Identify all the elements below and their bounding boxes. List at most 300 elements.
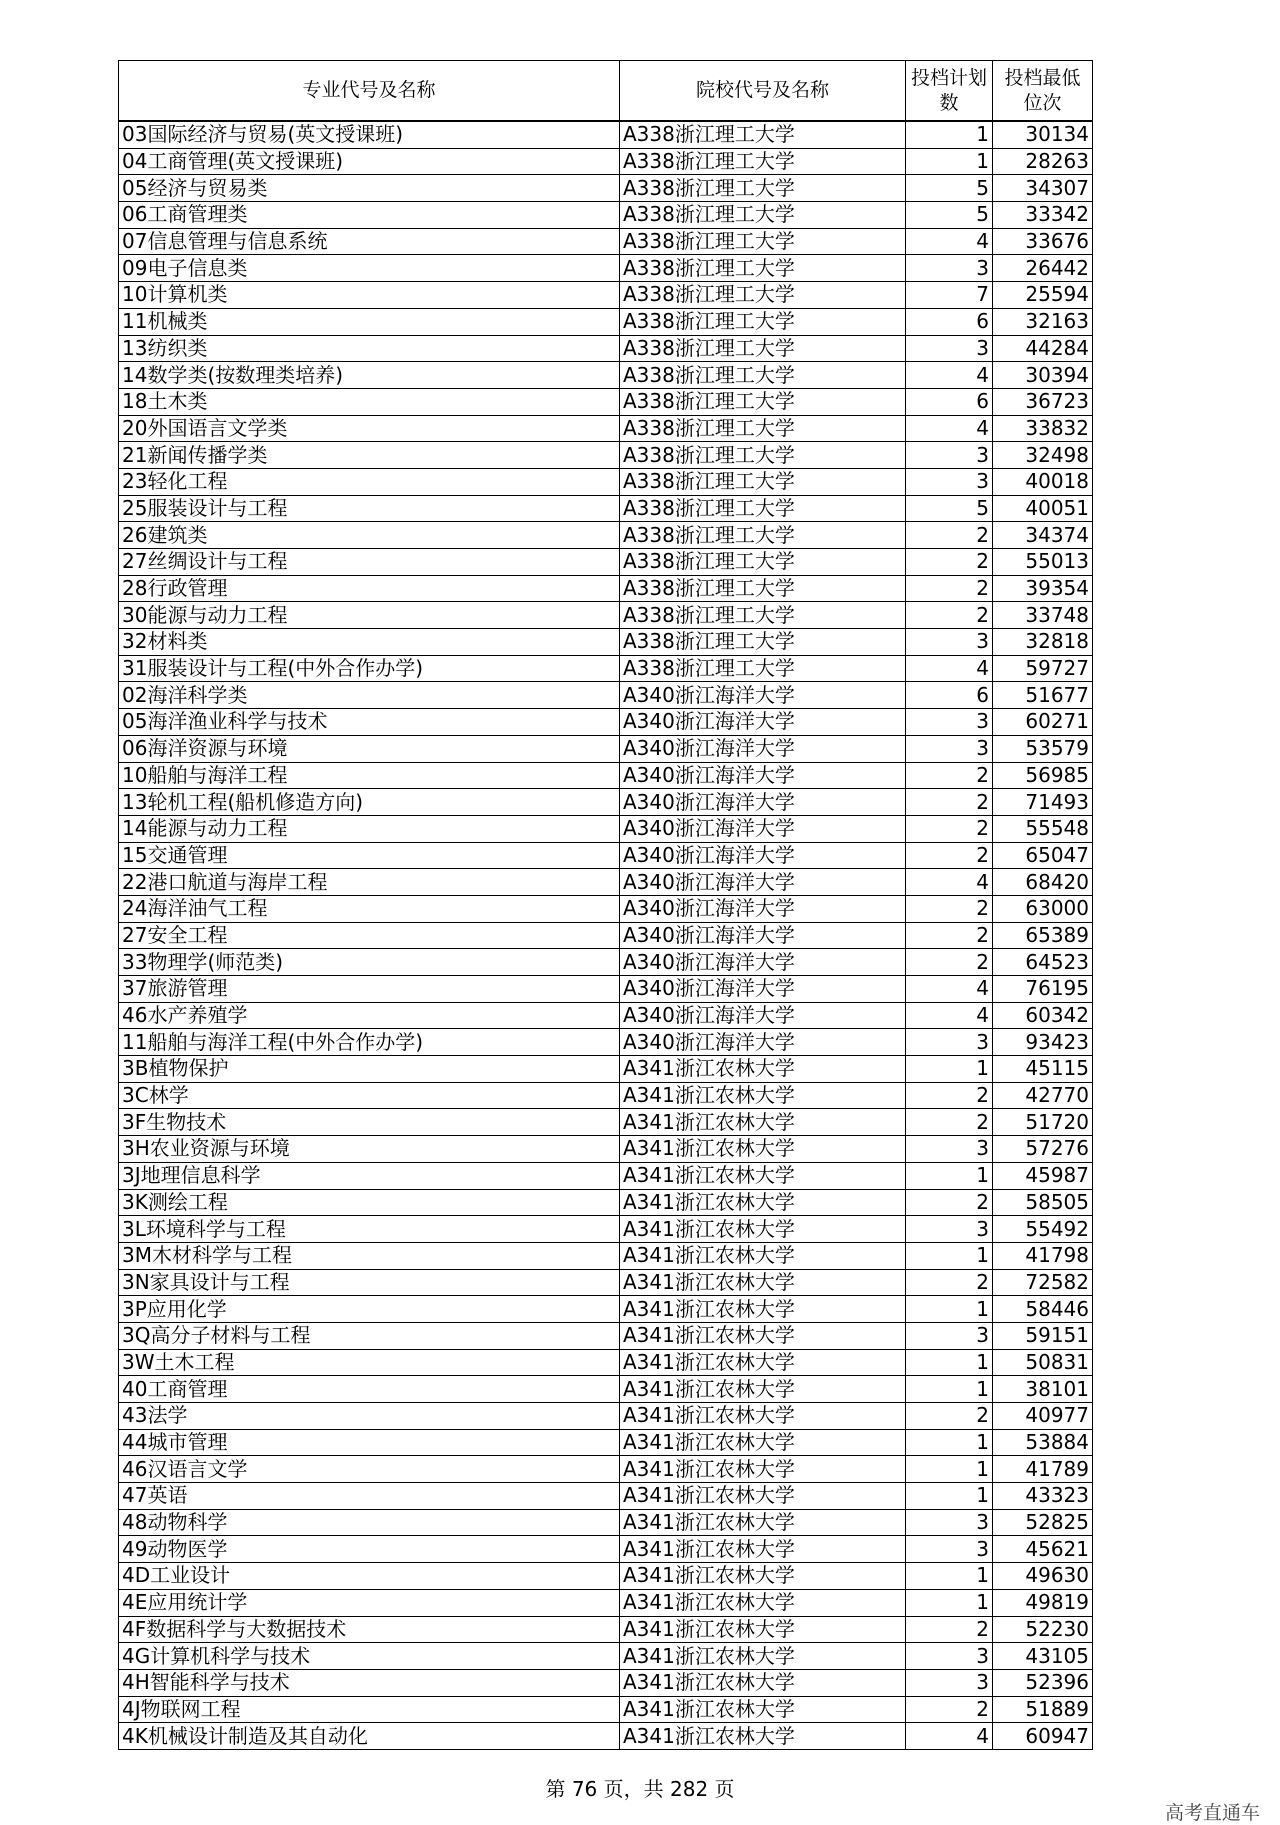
cell-plan-count: 2 [906,1269,993,1296]
cell-major: 18土木类 [119,388,620,415]
cell-major: 4K机械设计制造及其自动化 [119,1723,620,1750]
cell-school: A341浙江农林大学 [620,1216,906,1243]
cell-school: A341浙江农林大学 [620,1109,906,1136]
cell-major: 20外国语言文学类 [119,415,620,442]
cell-school: A340浙江海洋大学 [620,762,906,789]
cell-plan-count: 1 [906,1349,993,1376]
cell-major: 33物理学(师范类) [119,949,620,976]
table-row [119,522,1093,549]
cell-major: 3W土木工程 [119,1349,620,1376]
cell-min-rank: 36723 [993,388,1093,415]
table-row [119,228,1093,255]
table-row [119,335,1093,362]
cell-plan-count: 1 [906,1429,993,1456]
cell-plan-count: 5 [906,495,993,522]
cell-min-rank: 34307 [993,175,1093,202]
cell-major: 05海洋渔业科学与技术 [119,709,620,736]
table-row [119,922,1093,949]
cell-min-rank: 49819 [993,1589,1093,1616]
cell-school: A341浙江农林大学 [620,1269,906,1296]
cell-min-rank: 52396 [993,1669,1093,1696]
cell-school: A338浙江理工大学 [620,549,906,576]
cell-min-rank: 33676 [993,228,1093,255]
cell-min-rank: 52230 [993,1616,1093,1643]
cell-plan-count: 1 [906,1483,993,1510]
cell-plan-count: 3 [906,1216,993,1243]
table-row [119,1109,1093,1136]
cell-min-rank: 57276 [993,1136,1093,1163]
table-row [119,308,1093,335]
table-row [119,1616,1093,1643]
table-row [119,1269,1093,1296]
cell-plan-count: 3 [906,709,993,736]
table-row [119,1429,1093,1456]
table-row [119,815,1093,842]
table-row [119,1563,1093,1590]
cell-plan-count: 2 [906,1189,993,1216]
cell-min-rank: 50831 [993,1349,1093,1376]
cell-major: 49动物医学 [119,1536,620,1563]
cell-plan-count: 4 [906,228,993,255]
cell-plan-count: 3 [906,1669,993,1696]
cell-major: 4E应用统计学 [119,1589,620,1616]
table-row [119,709,1093,736]
cell-min-rank: 44284 [993,335,1093,362]
table-row [119,1296,1093,1323]
cell-major: 27安全工程 [119,922,620,949]
cell-school: A340浙江海洋大学 [620,1002,906,1029]
cell-school: A338浙江理工大学 [620,602,906,629]
cell-min-rank: 45621 [993,1536,1093,1563]
page-footer: 第 76 页，共 282 页 [545,1777,735,1801]
cell-major: 22港口航道与海岸工程 [119,869,620,896]
cell-major: 03国际经济与贸易(英文授课班) [119,121,620,148]
cell-plan-count: 2 [906,1616,993,1643]
cell-min-rank: 40977 [993,1403,1093,1430]
cell-school: A338浙江理工大学 [620,335,906,362]
cell-plan-count: 3 [906,629,993,656]
cell-min-rank: 60342 [993,1002,1093,1029]
cell-school: A338浙江理工大学 [620,468,906,495]
cell-school: A340浙江海洋大学 [620,709,906,736]
cell-plan-count: 1 [906,1296,993,1323]
table-row [119,629,1093,656]
cell-school: A341浙江农林大学 [620,1616,906,1643]
cell-school: A338浙江理工大学 [620,148,906,175]
cell-school: A338浙江理工大学 [620,202,906,229]
table-row [119,468,1093,495]
table-body [119,121,1093,1749]
cell-major: 3J地理信息科学 [119,1162,620,1189]
cell-major: 23轻化工程 [119,468,620,495]
cell-major: 3L环境科学与工程 [119,1216,620,1243]
header-major: 专业代号及名称 [119,61,620,122]
cell-school: A341浙江农林大学 [620,1429,906,1456]
cell-major: 3F生物技术 [119,1109,620,1136]
cell-min-rank: 34374 [993,522,1093,549]
cell-min-rank: 33748 [993,602,1093,629]
cell-school: A338浙江理工大学 [620,442,906,469]
cell-school: A341浙江农林大学 [620,1563,906,1590]
cell-min-rank: 43323 [993,1483,1093,1510]
cell-major: 37旅游管理 [119,976,620,1003]
cell-school: A340浙江海洋大学 [620,949,906,976]
table-row [119,1082,1093,1109]
cell-plan-count: 5 [906,202,993,229]
cell-major: 14数学类(按数理类培养) [119,362,620,389]
cell-major: 30能源与动力工程 [119,602,620,629]
cell-major: 3P应用化学 [119,1296,620,1323]
table-row [119,202,1093,229]
table-row [119,549,1093,576]
cell-school: A338浙江理工大学 [620,655,906,682]
table-row [119,1242,1093,1269]
cell-plan-count: 6 [906,388,993,415]
cell-school: A340浙江海洋大学 [620,922,906,949]
cell-major: 06海洋资源与环境 [119,735,620,762]
cell-major: 32材料类 [119,629,620,656]
cell-min-rank: 65047 [993,842,1093,869]
cell-min-rank: 93423 [993,1029,1093,1056]
cell-min-rank: 53579 [993,735,1093,762]
cell-major: 04工商管理(英文授课班) [119,148,620,175]
cell-school: A338浙江理工大学 [620,415,906,442]
cell-min-rank: 51889 [993,1696,1093,1723]
table-row [119,1056,1093,1083]
cell-plan-count: 1 [906,1563,993,1590]
cell-major: 4J物联网工程 [119,1696,620,1723]
cell-plan-count: 4 [906,869,993,896]
cell-school: A338浙江理工大学 [620,121,906,148]
table-row [119,1029,1093,1056]
cell-min-rank: 25594 [993,282,1093,309]
table-row [119,1509,1093,1536]
cell-plan-count: 4 [906,1723,993,1750]
cell-min-rank: 59727 [993,655,1093,682]
cell-plan-count: 2 [906,522,993,549]
cell-plan-count: 3 [906,1536,993,1563]
cell-major: 13纺织类 [119,335,620,362]
cell-major: 10计算机类 [119,282,620,309]
cell-min-rank: 64523 [993,949,1093,976]
cell-school: A341浙江农林大学 [620,1509,906,1536]
cell-plan-count: 2 [906,1403,993,1430]
cell-plan-count: 2 [906,922,993,949]
table-row [119,1002,1093,1029]
cell-min-rank: 42770 [993,1082,1093,1109]
cell-min-rank: 56985 [993,762,1093,789]
cell-school: A338浙江理工大学 [620,255,906,282]
cell-school: A340浙江海洋大学 [620,789,906,816]
table-row [119,255,1093,282]
cell-min-rank: 28263 [993,148,1093,175]
cell-school: A341浙江农林大学 [620,1589,906,1616]
cell-min-rank: 71493 [993,789,1093,816]
cell-plan-count: 2 [906,895,993,922]
table-row [119,949,1093,976]
cell-school: A341浙江农林大学 [620,1242,906,1269]
cell-plan-count: 2 [906,949,993,976]
table-row [119,762,1093,789]
cell-school: A340浙江海洋大学 [620,735,906,762]
cell-school: A338浙江理工大学 [620,282,906,309]
cell-min-rank: 58446 [993,1296,1093,1323]
cell-min-rank: 60947 [993,1723,1093,1750]
cell-school: A341浙江农林大学 [620,1189,906,1216]
table-row [119,1536,1093,1563]
cell-plan-count: 2 [906,789,993,816]
cell-plan-count: 5 [906,175,993,202]
watermark: 高考直通车 [1164,1802,1260,1824]
cell-min-rank: 45115 [993,1056,1093,1083]
cell-plan-count: 4 [906,362,993,389]
cell-min-rank: 76195 [993,976,1093,1003]
cell-school: A338浙江理工大学 [620,495,906,522]
cell-major: 3H农业资源与环境 [119,1136,620,1163]
cell-min-rank: 38101 [993,1376,1093,1403]
cell-plan-count: 2 [906,1696,993,1723]
cell-plan-count: 1 [906,1056,993,1083]
cell-school: A341浙江农林大学 [620,1349,906,1376]
cell-school: A341浙江农林大学 [620,1669,906,1696]
cell-plan-count: 1 [906,1376,993,1403]
table-row [119,895,1093,922]
cell-major: 47英语 [119,1483,620,1510]
table-row [119,415,1093,442]
cell-min-rank: 55013 [993,549,1093,576]
table-row [119,1162,1093,1189]
cell-school: A341浙江农林大学 [620,1536,906,1563]
cell-school: A340浙江海洋大学 [620,682,906,709]
cell-min-rank: 58505 [993,1189,1093,1216]
cell-plan-count: 6 [906,308,993,335]
table-row [119,735,1093,762]
cell-min-rank: 45987 [993,1162,1093,1189]
cell-school: A341浙江农林大学 [620,1322,906,1349]
cell-min-rank: 41798 [993,1242,1093,1269]
cell-school: A341浙江农林大学 [620,1483,906,1510]
cell-major: 02海洋科学类 [119,682,620,709]
cell-major: 4H智能科学与技术 [119,1669,620,1696]
cell-school: A338浙江理工大学 [620,522,906,549]
cell-school: A341浙江农林大学 [620,1082,906,1109]
cell-min-rank: 72582 [993,1269,1093,1296]
cell-plan-count: 1 [906,1162,993,1189]
table-row [119,1349,1093,1376]
table-row [119,495,1093,522]
cell-major: 24海洋油气工程 [119,895,620,922]
table-row [119,575,1093,602]
cell-plan-count: 6 [906,682,993,709]
cell-min-rank: 40051 [993,495,1093,522]
cell-min-rank: 59151 [993,1322,1093,1349]
cell-major: 48动物科学 [119,1509,620,1536]
header-min-rank: 投档最低位次 [993,61,1093,122]
cell-min-rank: 63000 [993,895,1093,922]
cell-major: 27丝绸设计与工程 [119,549,620,576]
cell-school: A340浙江海洋大学 [620,869,906,896]
cell-major: 09电子信息类 [119,255,620,282]
cell-major: 4G计算机科学与技术 [119,1643,620,1670]
cell-school: A341浙江农林大学 [620,1723,906,1750]
cell-major: 21新闻传播学类 [119,442,620,469]
cell-min-rank: 32818 [993,629,1093,656]
cell-major: 46汉语言文学 [119,1456,620,1483]
cell-min-rank: 53884 [993,1429,1093,1456]
table-row [119,1216,1093,1243]
cell-plan-count: 4 [906,976,993,1003]
cell-school: A338浙江理工大学 [620,175,906,202]
table-row [119,1669,1093,1696]
cell-school: A341浙江农林大学 [620,1403,906,1430]
cell-major: 13轮机工程(船机修造方向) [119,789,620,816]
cell-major: 4F数据科学与大数据技术 [119,1616,620,1643]
cell-plan-count: 3 [906,1136,993,1163]
cell-school: A338浙江理工大学 [620,308,906,335]
table-row [119,1696,1093,1723]
cell-school: A341浙江农林大学 [620,1296,906,1323]
table-row [119,682,1093,709]
cell-plan-count: 2 [906,1082,993,1109]
cell-major: 06工商管理类 [119,202,620,229]
cell-major: 3K测绘工程 [119,1189,620,1216]
cell-plan-count: 3 [906,1029,993,1056]
cell-min-rank: 26442 [993,255,1093,282]
table-row [119,1403,1093,1430]
table-row [119,442,1093,469]
cell-major: 05经济与贸易类 [119,175,620,202]
cell-plan-count: 1 [906,1456,993,1483]
table-row [119,869,1093,896]
table-row [119,1136,1093,1163]
cell-major: 3N家具设计与工程 [119,1269,620,1296]
cell-min-rank: 33342 [993,202,1093,229]
cell-min-rank: 39354 [993,575,1093,602]
header-school: 院校代号及名称 [620,61,906,122]
table-row [119,362,1093,389]
cell-major: 31服装设计与工程(中外合作办学) [119,655,620,682]
table-row [119,121,1093,148]
table-header-row [119,61,1093,122]
cell-plan-count: 3 [906,735,993,762]
cell-min-rank: 32163 [993,308,1093,335]
table-row [119,655,1093,682]
cell-major: 25服装设计与工程 [119,495,620,522]
cell-major: 10船舶与海洋工程 [119,762,620,789]
table-row [119,976,1093,1003]
cell-plan-count: 3 [906,1322,993,1349]
cell-major: 3M木材科学与工程 [119,1242,620,1269]
cell-min-rank: 30134 [993,121,1093,148]
cell-plan-count: 1 [906,148,993,175]
table-row [119,789,1093,816]
cell-plan-count: 3 [906,335,993,362]
cell-plan-count: 7 [906,282,993,309]
cell-plan-count: 2 [906,762,993,789]
cell-min-rank: 41789 [993,1456,1093,1483]
table-row [119,842,1093,869]
table-row [119,1723,1093,1750]
cell-major: 4D工业设计 [119,1563,620,1590]
table-row [119,148,1093,175]
cell-min-rank: 55492 [993,1216,1093,1243]
cell-school: A341浙江农林大学 [620,1643,906,1670]
table-row [119,175,1093,202]
cell-plan-count: 3 [906,255,993,282]
cell-school: A338浙江理工大学 [620,362,906,389]
cell-plan-count: 3 [906,1509,993,1536]
cell-min-rank: 55548 [993,815,1093,842]
cell-plan-count: 2 [906,602,993,629]
cell-plan-count: 3 [906,442,993,469]
cell-school: A338浙江理工大学 [620,629,906,656]
table-row [119,1483,1093,1510]
cell-major: 46水产养殖学 [119,1002,620,1029]
cell-school: A341浙江农林大学 [620,1162,906,1189]
table-row [119,1643,1093,1670]
cell-school: A341浙江农林大学 [620,1376,906,1403]
cell-school: A341浙江农林大学 [620,1696,906,1723]
cell-school: A338浙江理工大学 [620,228,906,255]
cell-min-rank: 30394 [993,362,1093,389]
cell-min-rank: 51720 [993,1109,1093,1136]
cell-school: A340浙江海洋大学 [620,842,906,869]
cell-school: A341浙江农林大学 [620,1056,906,1083]
cell-min-rank: 60271 [993,709,1093,736]
cell-school: A338浙江理工大学 [620,575,906,602]
cell-major: 28行政管理 [119,575,620,602]
cell-plan-count: 2 [906,842,993,869]
cell-major: 14能源与动力工程 [119,815,620,842]
cell-major: 3C林学 [119,1082,620,1109]
cell-plan-count: 1 [906,1589,993,1616]
cell-plan-count: 1 [906,1242,993,1269]
table-row [119,1322,1093,1349]
cell-major: 44城市管理 [119,1429,620,1456]
cell-plan-count: 2 [906,575,993,602]
cell-school: A341浙江农林大学 [620,1136,906,1163]
cell-min-rank: 43105 [993,1643,1093,1670]
table-row [119,602,1093,629]
cell-min-rank: 68420 [993,869,1093,896]
cell-plan-count: 1 [906,121,993,148]
cell-min-rank: 52825 [993,1509,1093,1536]
admission-table [118,60,1093,1750]
cell-min-rank: 51677 [993,682,1093,709]
cell-plan-count: 3 [906,1643,993,1670]
table-row [119,1189,1093,1216]
table-row [119,1376,1093,1403]
cell-school: A340浙江海洋大学 [620,895,906,922]
cell-min-rank: 33832 [993,415,1093,442]
cell-major: 15交通管理 [119,842,620,869]
table-row [119,388,1093,415]
table-row [119,282,1093,309]
cell-major: 26建筑类 [119,522,620,549]
cell-major: 43法学 [119,1403,620,1430]
cell-school: A340浙江海洋大学 [620,815,906,842]
cell-plan-count: 3 [906,468,993,495]
cell-min-rank: 65389 [993,922,1093,949]
cell-plan-count: 2 [906,1109,993,1136]
cell-school: A340浙江海洋大学 [620,1029,906,1056]
cell-major: 11船舶与海洋工程(中外合作办学) [119,1029,620,1056]
cell-school: A340浙江海洋大学 [620,976,906,1003]
cell-min-rank: 32498 [993,442,1093,469]
cell-min-rank: 40018 [993,468,1093,495]
table-row [119,1589,1093,1616]
cell-major: 3Q高分子材料与工程 [119,1322,620,1349]
